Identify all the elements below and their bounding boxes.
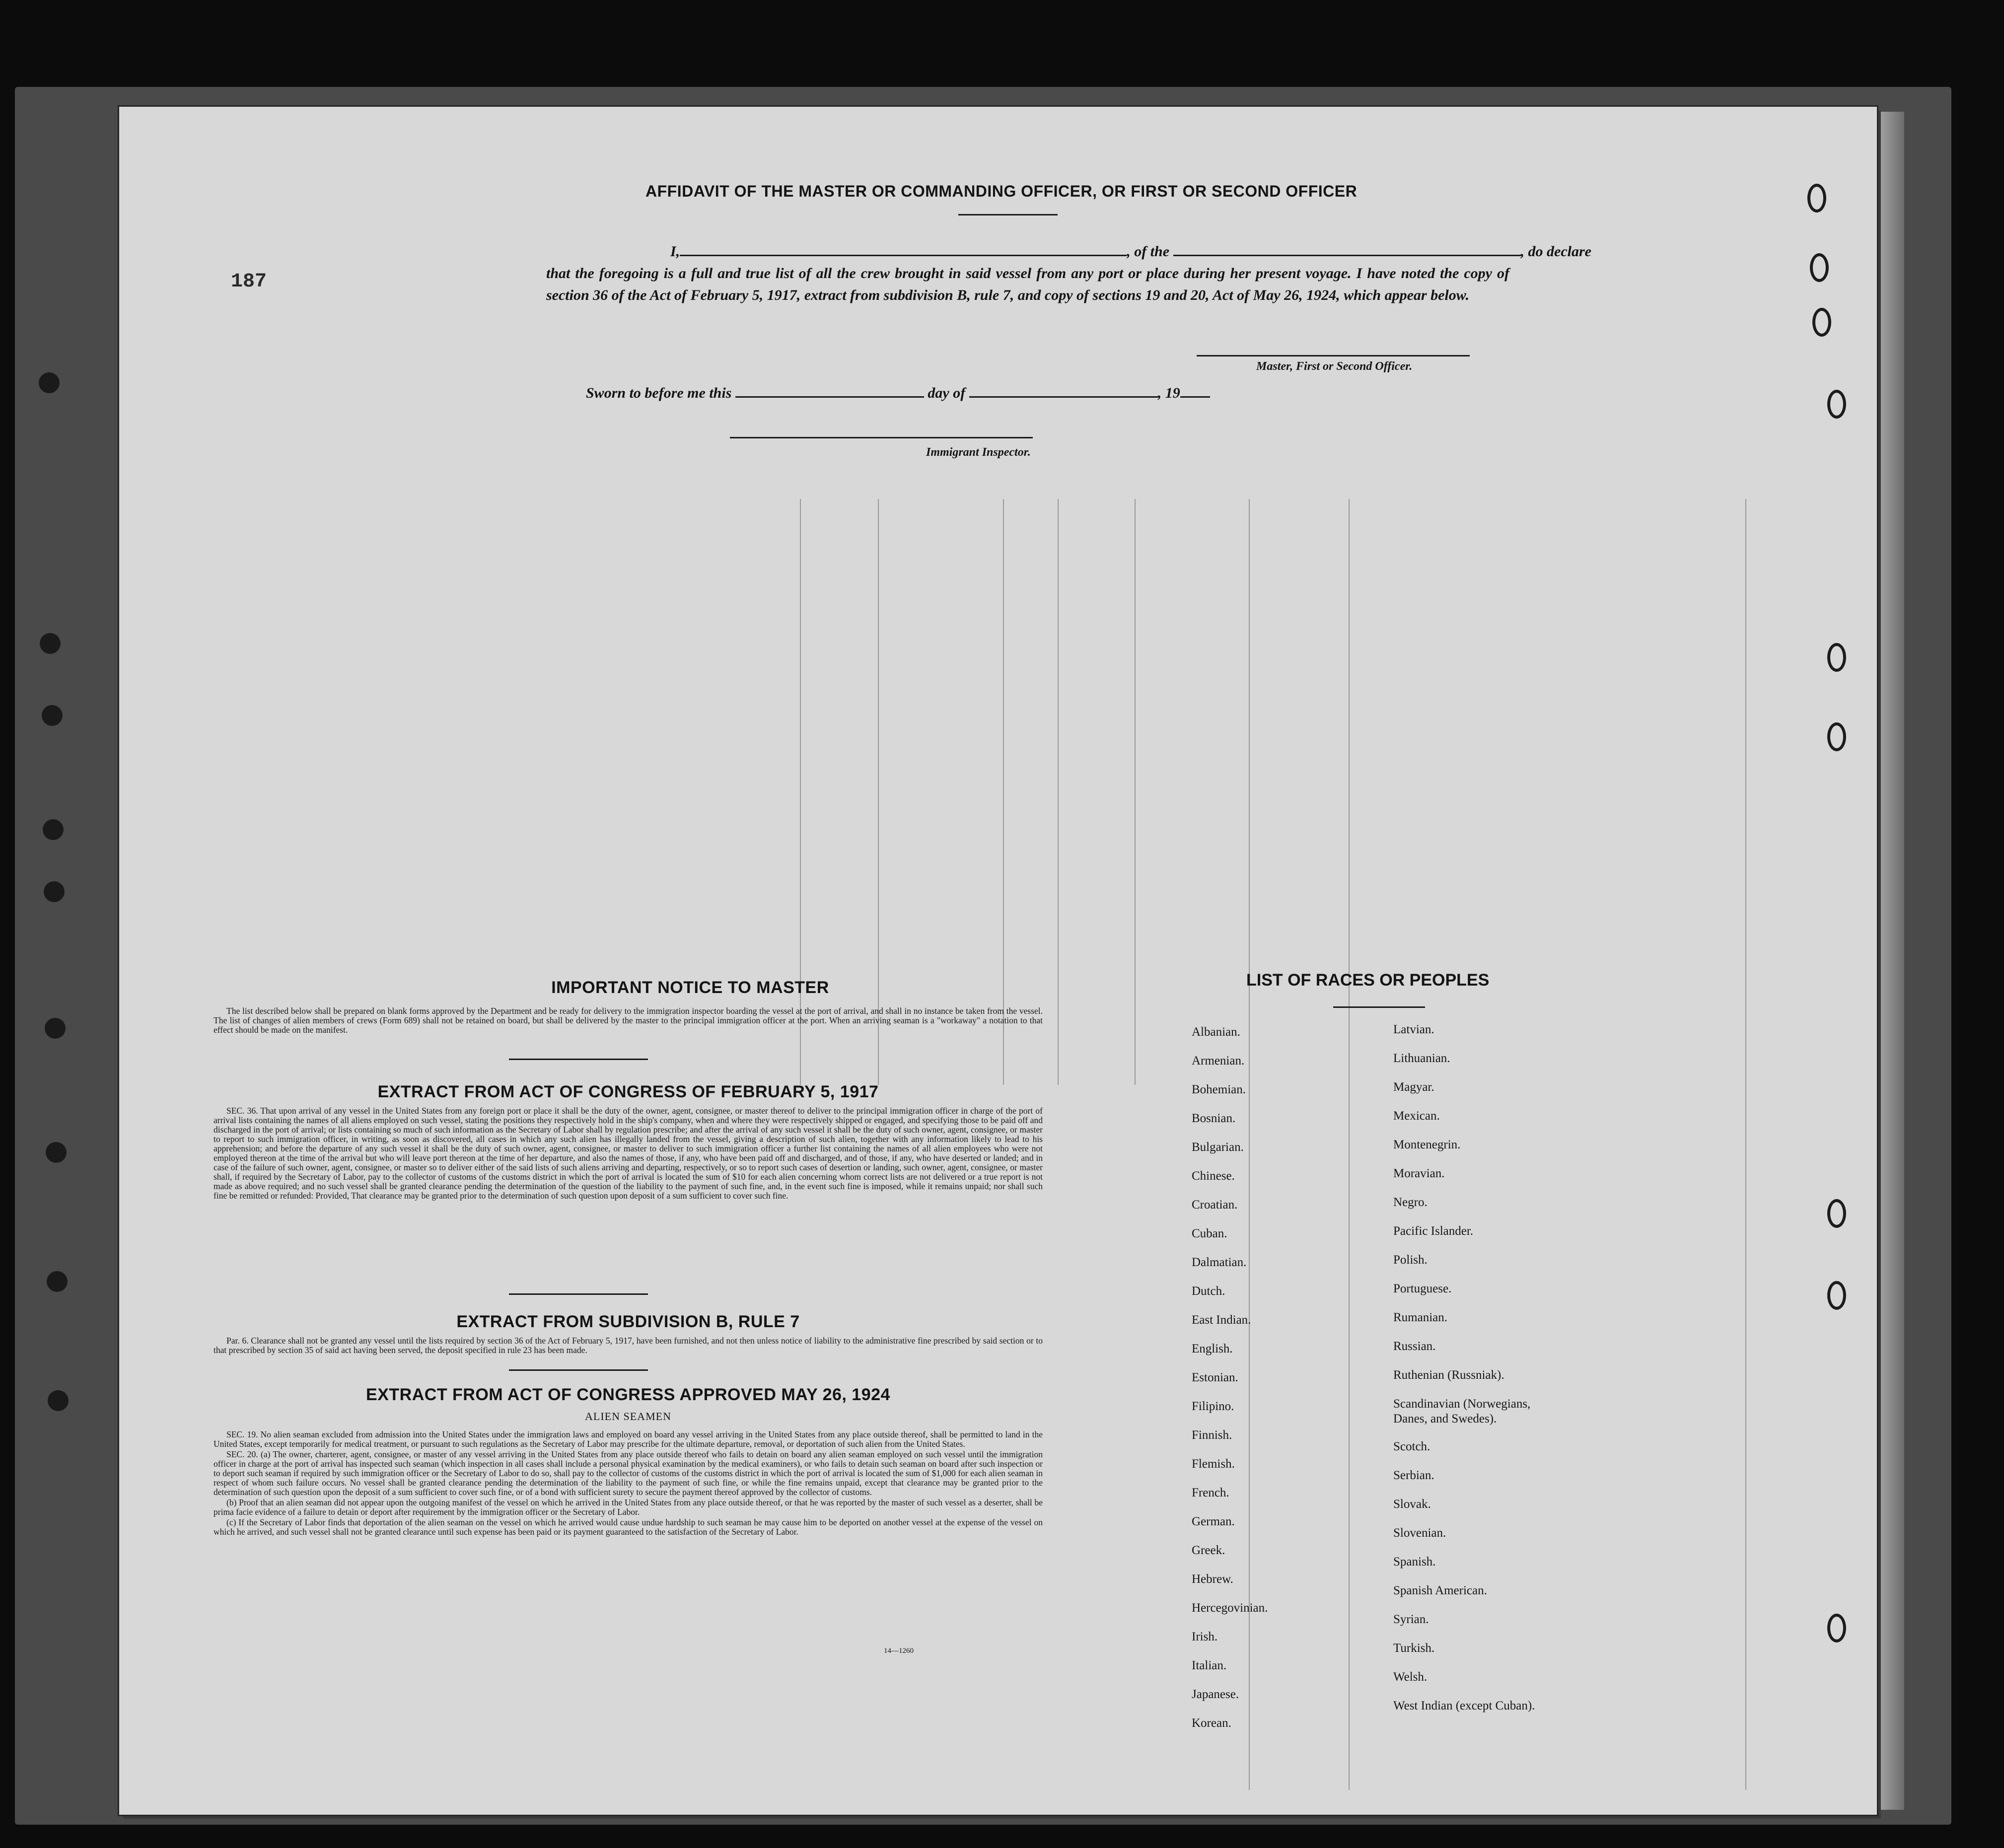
race-item: Mexican. [1393,1109,1440,1123]
race-item: Lithuanian. [1393,1052,1450,1065]
sworn-day-label: day of [928,385,966,401]
rule7-text [214,1336,1043,1356]
notice-text [214,1006,1043,1036]
sworn-month-blank [969,396,1158,398]
race-item: German. [1192,1515,1235,1528]
title-rule [958,214,1058,215]
binder-hole [45,1018,66,1039]
race-item: Slovak. [1393,1497,1431,1511]
race-item: Portuguese. [1393,1282,1452,1295]
sworn-start: Sworn to before me this [586,385,732,401]
sworn-year: , 19 [1157,385,1180,401]
binder-ring [1810,253,1829,282]
binder-hole [47,1271,68,1292]
divider [509,1369,648,1371]
bleed-through-line [1249,499,1250,1790]
race-item: Dutch. [1192,1284,1225,1298]
races-title: LIST OF RACES OR PEOPLES [1246,971,1490,990]
binder-hole [46,1142,67,1163]
binder-hole [42,705,63,726]
notice-paragraph: The list described below shall be prepared on blank forms approved by the Department and be ready for delivery to the immigration inspector boarding the vessel at the port of arrival, and shall in no instance be taken from the vessel. The list of changes of alien members of crews (Form 689) shall not be retained on board, but shall be delivered by the master to the principal immigration officer at the port. When an arriving seaman is a "workaway" a notation to that effect should be made on the manifest. [214,1006,1043,1035]
binder-hole [43,819,64,840]
race-item: French. [1192,1486,1229,1499]
race-item: Armenian. [1192,1054,1245,1067]
race-item: Dalmatian. [1192,1256,1247,1269]
alien-seamen-subtitle: ALIEN SEAMEN [585,1410,671,1422]
notice-title: IMPORTANT NOTICE TO MASTER [551,978,829,997]
binder-ring [1827,643,1846,672]
inspector-line [730,437,1033,438]
extract-1917-text [214,1106,1043,1202]
vessel-blank [1173,255,1521,256]
binder-ring [1807,184,1826,213]
affidavit-line1-mid: , of the [1127,243,1170,260]
race-item: Greek. [1192,1544,1225,1557]
name-blank [680,255,1127,256]
race-item: Korean. [1192,1716,1231,1730]
race-item: Russian. [1393,1340,1436,1353]
race-item: Magyar. [1393,1080,1434,1094]
race-item: Croatian. [1192,1198,1238,1211]
extract-1924-title: EXTRACT FROM ACT OF CONGRESS APPROVED MAY 26, 1924 [366,1385,890,1404]
race-item: Filipino. [1192,1400,1234,1413]
race-item: Spanish American. [1393,1584,1487,1597]
inspector-label: Immigrant Inspector. [926,446,1031,459]
bleed-through-line [1349,499,1350,1790]
race-item: Welsh. [1393,1670,1428,1684]
race-item: Hebrew. [1192,1572,1233,1586]
stamp-number: 187 [231,271,267,293]
rule7-title: EXTRACT FROM SUBDIVISION B, RULE 7 [456,1312,800,1331]
form-code: 14—1260 [884,1647,914,1655]
section-36-paragraph: SEC. 36. That upon arrival of any vessel in the United States from any foreign port or place it shall be the duty of the owner, agent, consignee, or master thereof to deliver to the principal immigration officer in charge of the port of arrival lists containing the names of all aliens employed on such vessel, stating the positions they respectively hold in the ship's company, when and where they were respectively shipped or engaged, and specifying those to be paid off and discharged in the port of arrival; or lists containing so much of such information as the Secretary of Labor shall by regulation prescribe; and after the arrival of any such vessel it shall be the duty of such owner, agent, consignee, or master to report to such immigration officer, in writing, as soon as discovered, all cases in which any such alien has illegally landed from the vessel, giving a description of such alien, together with any information likely to lead to his apprehension; and before the departure of any such vessel it shall be the duty of such owner, agent, consignee, or master to deliver to such immigration officer a further list containing the names of all alien employees who were not employed thereon at the time of the arrival but who will leave port thereon at the time of her departure, and also the names of those, if any, who have been paid off and discharged, and of those, if any, who have deserted or landed; and in case of the failure of such owner, agent, consignee, or master so to deliver either of the said lists of such aliens arriving and departing, respectively, or so to report such cases of desertion or landing, such owner, agent, consignee, or master shall, if required by the Secretary of Labor, pay to the collector of customs of the customs district in which the port of arrival is located the sum of $10 for each alien concerning whom correct lists are not delivered or a true report is not made as above required; and no such vessel shall be granted clearance pending the determination of the question of the liability to the payment of such fine, and, in the event such fine is imposed, while it remains unpaid; nor shall such fine be remitted or refunded: Provided, That clearance may be granted prior to the determination of such question upon deposit of a sum sufficient to cover such fine. [214,1106,1043,1201]
signature-label: Master, First or Second Officer. [1256,360,1413,373]
race-item: Moravian. [1393,1167,1445,1180]
race-item: Negro. [1393,1196,1428,1209]
race-item: Slovenian. [1393,1526,1446,1540]
affidavit-line-1 [546,241,1619,263]
race-item: Scandinavian (Norwegians, [1393,1397,1531,1411]
affidavit-title: AFFIDAVIT OF THE MASTER OR COMMANDING OFFICER, OR FIRST OR SECOND OFFICER [645,182,1358,200]
sec-20a-paragraph: SEC. 20. (a) The owner, charterer, agent, consignee, or master of any vessel arriving in the United States from any place outside thereof who fails to detain on board any alien seaman employed on such vessel until the immigration officer in charge at the port of arrival has inspected such seaman (which inspection in all cases shall include a personal physical examination by the medical examiners), or who fails to detain such seaman on board after such inspection or to deport such seaman if required by such immigration officer or the Secretary of Labor to do so, shall pay to the collector of customs of the customs district in which the port of arrival is located the sum of $1,000 for each alien seaman in respect of whom such failure occurs. No vessel shall be granted clearance pending the determination of the liability to the payment of such fine, or while the fine remains unpaid, except that clearance may be granted prior to the determination of such question upon the deposit of a sum sufficient to cover such fine, or of a bond with sufficient surety to secure the payment thereof approved by the collector of customs. [214,1449,1043,1497]
race-item: Bulgarian. [1192,1140,1244,1154]
binder-ring [1812,308,1831,337]
race-item: Flemish. [1192,1457,1235,1471]
race-item: East Indian. [1192,1313,1251,1327]
signature-line [1197,355,1470,356]
binder-ring [1827,1614,1846,1642]
sworn-year-blank [1180,396,1210,398]
binder-ring [1827,390,1846,419]
sworn-line [586,382,1210,404]
race-item: Spanish. [1393,1555,1436,1568]
race-item: Ruthenian (Russniak). [1393,1368,1504,1382]
extract-1924-text [214,1430,1043,1538]
paper-edge [1877,112,1904,1810]
race-item: Polish. [1393,1253,1428,1267]
bleed-through-line [1745,499,1746,1790]
sec-20c-paragraph: (c) If the Secretary of Labor finds that deportation of the alien seaman on the vessel on which he arrived would cause undue hardship to such seaman he may cause him to be deported on another vessel at the expense of the vessel on which he arrived, and such vessel shall not be granted clearance until such expense has been paid or its payment guaranteed to the satisfaction of the Secretary of Labor. [214,1517,1043,1537]
race-item: Italian. [1192,1659,1227,1672]
race-item: Cuban. [1192,1227,1227,1240]
race-item: Turkish. [1393,1641,1435,1655]
race-item: Serbian. [1393,1469,1434,1482]
sec-20b-paragraph: (b) Proof that an alien seaman did not appear upon the outgoing manifest of the vessel on which he arrived in the United States from any place outside thereof, or that he was reported by the master of such vessel as a deserter, shall be prima facie evidence of a failure to detain or deport after requirement by the immigration officer or the Secretary of Labor. [214,1497,1043,1517]
sec-19-paragraph: SEC. 19. No alien seaman excluded from admission into the United States under the immigration laws and employed on board any vessel arriving in the United States from any place outside thereof, shall be permitted to land in the United States, except temporarily for medical treatment, or pursuant to such regulations as the Secretary of Labor may prescribe for the ultimate departure, removal, or deportation of such alien from the United States. [214,1429,1043,1449]
binder-hole [48,1390,69,1411]
race-item: English. [1192,1342,1233,1355]
binder-ring [1827,1199,1846,1228]
binder-ring [1827,722,1846,751]
race-item: West Indian (except Cuban). [1393,1699,1535,1712]
affidavit-body: that the foregoing is a full and true list of all the crew brought in said vessel from any port or place during her present voyage. I have noted the copy of section 36 of the Act of February 5, 1917, extract from subdivision B, rule 7, and copy of sections 19 and 20, Act of May 26, 1924, which appear below. [546,265,1509,303]
race-item: Hercegovinian. [1192,1601,1268,1615]
race-item: Bohemian. [1192,1083,1246,1096]
race-item: Finnish. [1192,1428,1232,1442]
race-item: Danes, and Swedes). [1393,1412,1497,1425]
race-item: Montenegrin. [1393,1138,1461,1151]
race-item: Chinese. [1192,1169,1235,1183]
race-item: Syrian. [1393,1613,1429,1626]
divider [509,1293,648,1295]
affidavit-line1-start: I, [670,243,680,260]
race-item: Irish. [1192,1630,1218,1643]
bleed-through-line [1135,499,1136,1085]
binder-hole [40,633,61,654]
par-6-paragraph: Par. 6. Clearance shall not be granted any vessel until the lists required by section 36 of the Act of February 5, 1917, have been furnished, and not then unless notice of liability to the administrative fine prescribed by said section or to that prescribed by section 35 of said act having been served, the deposit specified in rule 23 has been made. [214,1336,1043,1355]
race-item: Bosnian. [1192,1112,1236,1125]
race-item: Pacific Islander. [1393,1224,1474,1238]
race-item: Scotch. [1393,1440,1431,1453]
race-item: Japanese. [1192,1688,1239,1701]
race-item: Rumanian. [1393,1311,1448,1324]
races-title-rule [1333,1006,1425,1008]
extract-1917-title: EXTRACT FROM ACT OF CONGRESS OF FEBRUARY 5, 1917 [377,1082,879,1101]
binder-hole [44,881,65,902]
race-item: Albanian. [1192,1025,1240,1039]
document-page [119,107,1877,1815]
sworn-day-blank [735,396,924,398]
binder-hole [39,372,60,393]
race-item: Estonian. [1192,1371,1238,1384]
divider [509,1059,648,1060]
race-item: Latvian. [1393,1023,1434,1036]
binder-ring [1827,1281,1846,1310]
affidavit-line1-end: , do declare [1520,243,1591,260]
